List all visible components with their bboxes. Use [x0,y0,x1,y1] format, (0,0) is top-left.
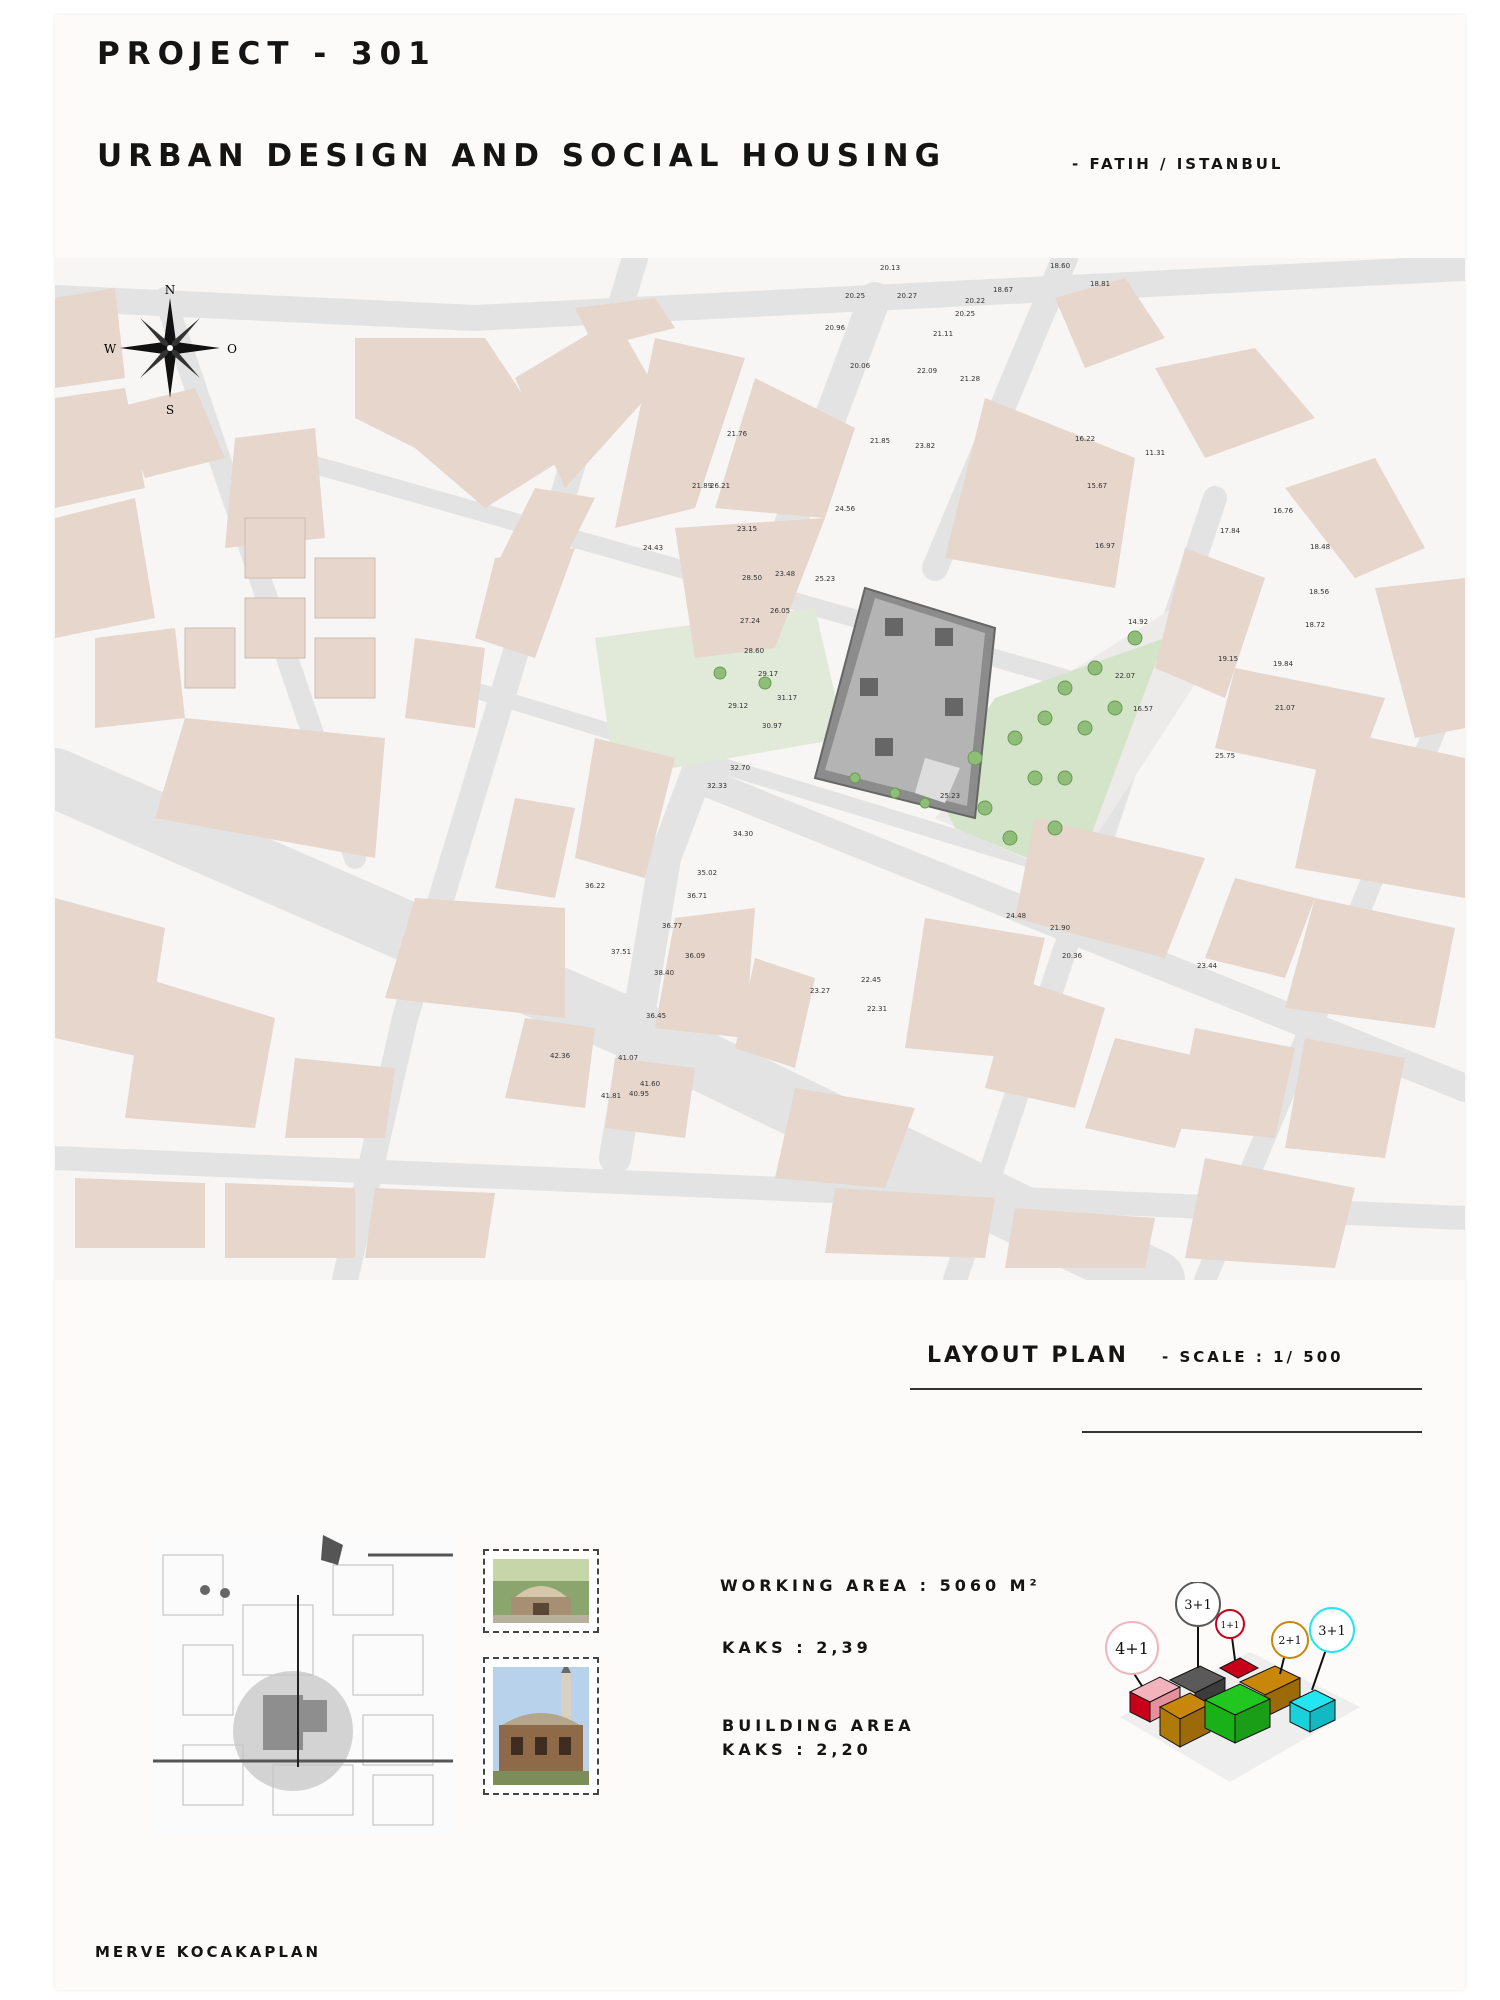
elevation-label: 25.75 [1215,752,1236,760]
key-map [153,1535,453,1835]
photo-mosque-courtyard [493,1559,589,1623]
elevation-label: 15.67 [1087,482,1108,490]
block [1005,1208,1155,1268]
block [405,638,485,728]
main-subtitle: - FATIH / ISTANBUL [1072,155,1284,173]
elevation-label: 34.30 [733,830,754,838]
layout-plan-title: LAYOUT PLAN [927,1343,1129,1368]
elevation-label: 24.43 [643,544,664,552]
elevation-label: 20.13 [880,264,901,272]
elevation-label: 21.90 [1050,924,1071,932]
working-area-label: WORKING AREA : 5060 M² [720,1576,1041,1595]
block [365,1188,495,1258]
elevation-label: 24.48 [1006,912,1027,920]
elevation-label: 41.81 [601,1092,622,1100]
elevation-label: 21.85 [870,437,891,445]
building-area-label: BUILDING AREA [722,1716,915,1735]
elevation-label: 18.81 [1090,280,1111,288]
elevation-label: 40.95 [629,1090,650,1098]
elevation-label: 20.22 [965,297,986,305]
block [825,1188,995,1258]
elevation-label: 11.31 [1145,449,1166,457]
housing-unit [245,598,305,658]
site-court [945,698,963,716]
iso-label-3plus1-cyan: 3+1 [1318,1624,1346,1639]
block [285,1058,395,1138]
elevation-label: 36.22 [585,882,606,890]
iso-label-2plus1: 2+1 [1278,1634,1302,1647]
elevation-label: 26.05 [770,607,791,615]
elevation-label: 18.56 [1309,588,1330,596]
photo-mosque-facade [493,1667,589,1785]
block [95,628,185,728]
elevation-label: 18.48 [1310,543,1331,551]
block [55,288,125,388]
elevation-label: 24.56 [835,505,856,513]
elevation-label: 25.23 [940,792,961,800]
elevation-label: 32.33 [707,782,728,790]
elevation-label: 35.02 [697,869,718,877]
site-court [885,618,903,636]
compass-east: O [227,342,237,356]
iso-label-4plus1: 4+1 [1115,1639,1149,1658]
elevation-label: 23.27 [810,987,831,995]
elevation-label: 23.48 [775,570,796,578]
site-court [860,678,878,696]
photo-frame-mosque-facade [483,1657,599,1795]
elevation-label: 36.09 [685,952,706,960]
unit-type-axonometric [1090,1582,1390,1842]
elevation-label: 21.76 [727,430,748,438]
housing-unit [245,518,305,578]
iso-label-3plus1-gray: 3+1 [1184,1598,1212,1613]
elevation-label: 37.51 [611,948,632,956]
block [225,1183,355,1258]
elevation-label: 23.44 [1197,962,1218,970]
elevation-label: 21.89 [692,482,713,490]
title-rule-short [1082,1431,1422,1433]
elevation-label: 16.76 [1273,507,1294,515]
elevation-label: 26.21 [710,482,731,490]
elevation-label: 22.09 [917,367,938,375]
elevation-label: 14.92 [1128,618,1149,626]
main-title: URBAN DESIGN AND SOCIAL HOUSING [97,138,947,174]
elevation-label: 21.28 [960,375,981,383]
elevation-label: 36.45 [646,1012,667,1020]
compass-west: W [103,342,117,356]
elevation-label: 41.60 [640,1080,661,1088]
elevation-label: 20.27 [897,292,918,300]
elevation-label: 17.84 [1220,527,1241,535]
housing-unit [315,638,375,698]
kaks-label: KAKS : 2,39 [722,1638,872,1657]
elevation-label: 19.15 [1218,655,1239,663]
elevation-label: 20.96 [825,324,846,332]
elevation-label: 32.70 [730,764,751,772]
layout-plan-map [55,258,1465,1280]
elevation-label: 22.45 [861,976,882,984]
elevation-label: 18.72 [1305,621,1326,629]
compass-north: N [164,283,176,297]
elevation-label: 22.07 [1115,672,1136,680]
housing-unit [185,628,235,688]
housing-unit [315,558,375,618]
elevation-label: 18.60 [1050,262,1071,270]
elevation-label: 42.36 [550,1052,571,1060]
block [385,898,565,1018]
elevation-label: 38.40 [654,969,675,977]
layout-plan-scale: - SCALE : 1/ 500 [1162,1348,1344,1366]
photo-frame-mosque-courtyard [483,1549,599,1633]
elevation-label: 21.11 [933,330,954,338]
elevation-label: 27.24 [740,617,761,625]
site-court [875,738,893,756]
elevation-label: 20.25 [955,310,976,318]
elevation-label: 28.60 [744,647,765,655]
compass-south: S [165,403,175,417]
elevation-label: 31.17 [777,694,798,702]
site-court [935,628,953,646]
elevation-label: 20.06 [850,362,871,370]
block [75,1178,205,1248]
block [1285,1038,1405,1158]
building-kaks-label: KAKS : 2,20 [722,1740,872,1759]
title-rule [910,1388,1422,1390]
elevation-label: 36.71 [687,892,708,900]
block [1175,1028,1295,1138]
elevation-label: 18.67 [993,286,1014,294]
elevation-label: 23.82 [915,442,936,450]
elevation-label: 23.15 [737,525,758,533]
elevation-label: 19.84 [1273,660,1294,668]
block [1295,728,1465,898]
elevation-label: 36.77 [662,922,683,930]
elevation-label: 20.36 [1062,952,1083,960]
elevation-label: 16.22 [1075,435,1096,443]
elevation-label: 16.57 [1133,705,1154,713]
project-title: PROJECT - 301 [97,36,437,72]
elevation-label: 16.97 [1095,542,1116,550]
elevation-label: 29.12 [728,702,749,710]
elevation-label: 28.50 [742,574,763,582]
elevation-label: 22.31 [867,1005,888,1013]
elevation-label: 41.07 [618,1054,639,1062]
author-name: MERVE KOCAKAPLAN [95,1943,322,1961]
elevation-label: 20.25 [845,292,866,300]
elevation-label: 29.17 [758,670,779,678]
elevation-label: 21.07 [1275,704,1296,712]
iso-label-1plus1: 1+1 [1220,1621,1240,1631]
elevation-label: 25.23 [815,575,836,583]
elevation-label: 30.97 [762,722,783,730]
